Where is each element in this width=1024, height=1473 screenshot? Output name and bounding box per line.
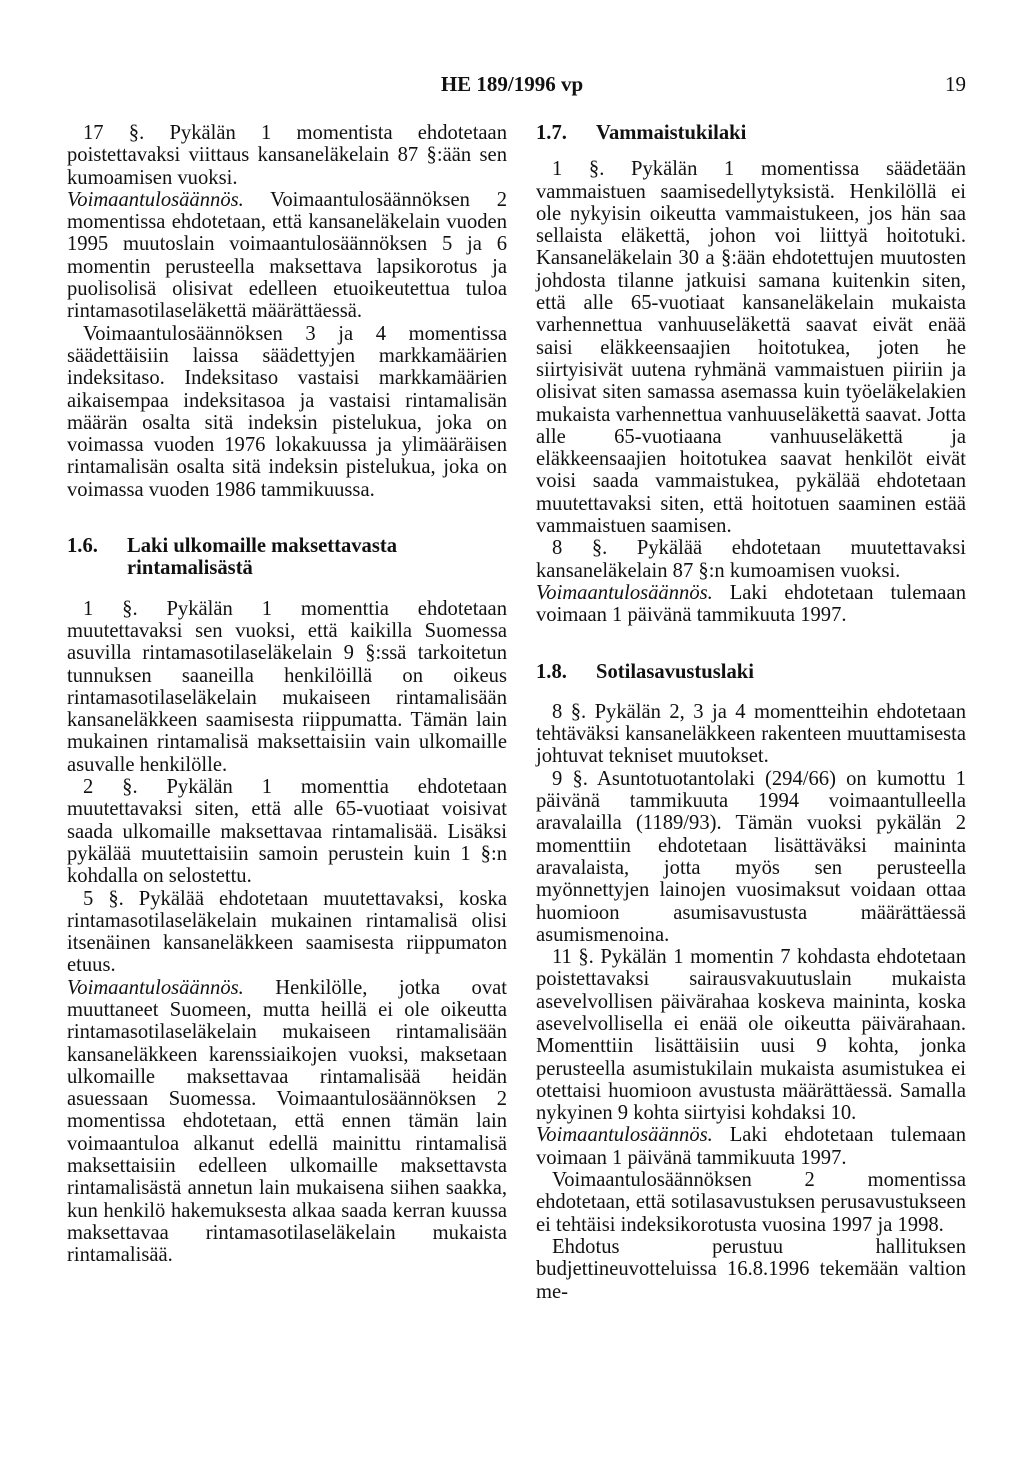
voimaantulo-text: Henkilölle, jotka ovat muuttaneet Suomeen, mutta heillä ei ole oikeutta rintamasotilaseläkelain mukaiseen rintamalisään kansaneläkkeen karenssiaikojen vuoksi, maksetaan ulkomaille maksettavaa rintamalisää heidän asuessaan Suomessa. Voimaantulosäännöksen 2 momentissa ehdotetaan, että ennen tämän lain voimaantuloa alkanut edellä mainittu rintamalisä maksettaisiin edelleen ulkomaille maksettavsta rintamalisästä annetun lain mukaisena siihen saakka, kun henkilö hakemuksesta alkaa saada kerran kuussa maksettavaa rintamasotilaseläkelain mukaista rintamalisää. <box>67 976 507 1267</box>
paragraph-11-pykala: 11 §. Pykälän 1 momentin 7 kohdasta ehdotetaan poistettavaksi sairausvakuutuslain mukaista asevelvollisen päivärahaa koskeva maininta, koska asevelvollisella ei enää ole oikeutta päivärahaan. Momenttiin lisättäisiin uusi 9 kohta, jonka perusteella asumistukilain mukaista asumistukea ei otettaisi huomioon avustusta määrättäessä. Samalla nykyinen 9 kohta siirtyisi kohdaksi 10. <box>536 946 966 1125</box>
paragraph-17-pykala: 17 §. Pykälän 1 momentista ehdotetaan poistettavaksi viittaus kansaneläkelain 87 §:ään sen kumoamisen vuoksi. <box>67 122 507 189</box>
section-title: Laki ulkomaille maksettavasta rintamalisästä <box>127 535 398 580</box>
voimaantulo-text: Laki ehdotetaan tulemaan voimaan 1 päivänä tammikuuta 1997. <box>536 581 966 627</box>
paragraph-8-pykala-sotilas: 8 §. Pykälän 2, 3 ja 4 momentteihin ehdotetaan tehtäväksi kansaneläkkeen rakenteen muuttamisesta johtuvat tekniset muutokset. <box>536 700 966 768</box>
document-id: HE 189/1996 vp <box>440 72 584 96</box>
paragraph-voimaantulo-4 <box>536 1124 966 1169</box>
section-number: 1.7. <box>536 122 567 144</box>
voimaantulo-text: Voimaantulosäännöksen 2 momentissa ehdotetaan, että kansaneläkelain vuoden 1995 muutoslain voimaantulosäännöksen 5 ja 6 momentin perusteella maksettava lapsikorotus ja puolisolisä olisivat edelleen etuoikeutettua tuloa rintamasotilaseläkettä määrättäessä. <box>67 188 507 323</box>
voimaantulo-label: Voimaantulosäännös. <box>67 188 244 211</box>
paragraph-1-pykala-vammaistuki: 1 §. Pykälän 1 momentissa säädetään vammaistuen saamisedellytyksistä. Henkilöllä ei ole nykyisin oikeutta vammaistukeen, jos hän saa sellaista eläkettä, johon voi liittyä hoitotuki. Kansaneläkelain 30 a §:ään ehdotettujen muutosten johdosta tilanne jatkuisi samana kuitenkin siten, että alle 65-vuotiaat kansaneläkelain mukaista varhennettua vanhuuseläkettä saavat eivät enää saisi eläkkeensaajien hoitotukea, joten he siirtyisivät uutena ryhmänä vammaistuen piiriin ja olisivat siten samassa asemassa kuin työeläkelakien mukaista varhennettua vanhuuseläkettä saavat. Jotta alle 65-vuotiaana vanhuuseläkettä ja eläkkeensaajien hoitotukea saavat henkilöt eivät voisi saada vammaistukea, pykälää ehdotetaan muutettavaksi siten, että hoitotuen saaminen estää vammaistuen saamisen. <box>536 158 966 538</box>
section-number: 1.6. <box>67 535 98 558</box>
voimaantulo-label: Voimaantulosäännös. <box>536 1124 713 1147</box>
page-number: 19 <box>945 72 966 96</box>
left-column <box>67 122 507 1267</box>
section-number: 1.8. <box>536 660 567 683</box>
section-heading-1-6 <box>67 535 507 580</box>
paragraph-ehdotus: Ehdotus perustuu hallituksen budjettineuvotteluissa 16.8.1996 tekemään valtion me- <box>536 1235 966 1303</box>
voimaantulo-label: Voimaantulosäännös. <box>536 581 713 604</box>
paragraph-5-pykala: 5 §. Pykälää ehdotetaan muutettavaksi, koska rintamasotilaseläkelain mukainen rintamalisä olisi itsenäinen kansaneläkkeen saamisesta riippumaton etuus. <box>67 887 507 977</box>
paragraph-1-pykala: 1 §. Pykälän 1 momenttia ehdotetaan muutettavaksi sen vuoksi, että kaikilla Suomessa asuvilla rintamasotilaseläkelain 9 §:ssä tarkoitetun tunnuksen saaneilla henkilöillä on oikeus rintamasotilaseläkelain mukaiseen rintamalisään kansaneläkkeen saamisesta riippumatta. Tämän lain mukainen rintamalisä maksettaisiin vain ulkomaille asuvalle henkilölle. <box>67 597 507 776</box>
paragraph-indeksitaso: Voimaantulosäännöksen 3 ja 4 momentissa säädettäisiin laissa säädettyjen markkamäärien indeksitaso. Indeksitaso vastaisi markkamäärien aikaisempaa indeksitasoa ja vastaisi rintamalisän määrän osalta sitä indeksin pistelukua, joka on voimassa vuoden 1976 lokakuussa ja ylimääräisen rintamalisän osalta sitä indeksin pistelukua, joka on voimassa vuoden 1986 tammikuussa. <box>67 322 507 501</box>
right-column <box>536 122 966 1303</box>
voimaantulo-text: Laki ehdotetaan tulemaan voimaan 1 päivänä tammikuuta 1997. <box>536 1124 966 1169</box>
section-title: Vammaistukilaki <box>596 122 747 144</box>
voimaantulo-label: Voimaantulosäännös. <box>67 976 244 999</box>
page-header <box>0 72 1024 102</box>
paragraph-voimaantulo-2 <box>67 977 507 1267</box>
section-title: Sotilasavustuslaki <box>596 660 754 683</box>
section-heading-1-8 <box>536 661 966 683</box>
paragraph-9-pykala: 9 §. Asuntotuotantolaki (294/66) on kumottu 1 päivänä tammikuuta 1994 voimaantulleella aravalailla (1189/93). Tämän vuoksi pykälän 2 momenttiin ehdotetaan lisättäväksi maininta aravalaista, jotta myös sen perusteella myönnettyjen lainojen vuosimaksut voidaan ottaa huomioon asumisavustusta määrättäessä asumismenoina. <box>536 767 966 946</box>
paragraph-2-pykala: 2 §. Pykälän 1 momenttia ehdotetaan muutettavaksi siten, että alle 65-vuotiaat voisivat saada ulkomaille maksettavaa rintamalisää. Lisäksi pykälää muutettaisiin samoin perustein kuin 1 §:n kohdalla on selostettu. <box>67 776 507 888</box>
paragraph-8-pykala: 8 §. Pykälää ehdotetaan muutettavaksi kansaneläkelain 87 §:n kumoamisen vuoksi. <box>536 537 966 582</box>
paragraph-voimaantulo-1 <box>67 189 507 323</box>
paragraph-perusavustus: Voimaantulosäännöksen 2 momentissa ehdotetaan, että sotilasavustuksen perusavustukseen ei tehtäisi indeksikorotusta vuosina 1997 ja 1998. <box>536 1169 966 1236</box>
section-heading-1-7 <box>536 122 966 144</box>
paragraph-voimaantulo-3 <box>536 582 966 627</box>
